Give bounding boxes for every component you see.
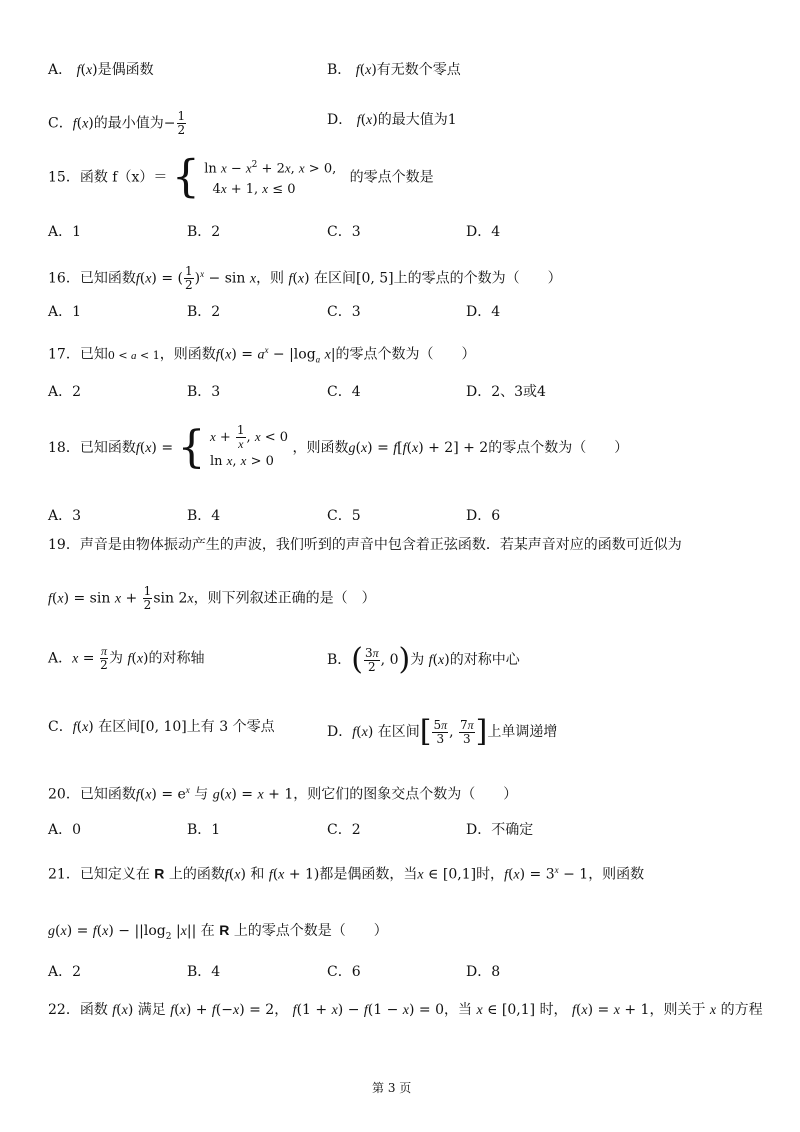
- choice-a: A．1: [48, 304, 82, 320]
- choice-b: B．1: [187, 822, 221, 838]
- choice-d: D．2、3或4: [466, 384, 546, 400]
- question-number: 15．函数: [48, 169, 108, 186]
- option-text: 的对称中心: [449, 652, 520, 668]
- question-tail: 的零点个数是: [349, 169, 434, 186]
- option-text: 的最小值为: [93, 115, 164, 132]
- choice-d: D．6: [466, 508, 501, 524]
- question-tail: 的零点个数为（ ）: [488, 440, 629, 456]
- connector-text: 上的函数: [168, 866, 225, 883]
- connector-text: 时，: [539, 1002, 568, 1018]
- question-18: 18．已知函数f(x) = { x + $\frac{1}{x}$ , x < 0 ln x, x > 0 ，则函数g(x) = f[f(x) + 2] + 2的零点个数为（ ）: [48, 422, 629, 473]
- question-number: 18．已知函数: [48, 440, 136, 456]
- question-tail: ，则下列叙述正确的是（ ）: [193, 590, 376, 607]
- option-text: 上有 3 个零点: [186, 719, 275, 735]
- question-tail: ，则关于: [649, 1002, 706, 1018]
- piecewise-body: $\ln x - x^2 + 2x$, x > 0, 4x + 1, x ≤ 0: [204, 160, 337, 198]
- option-label: B．: [327, 62, 352, 78]
- fraction: $\frac{1}{2}$: [177, 109, 186, 137]
- q19-option-b: B．( $\frac{3\pi}{2}$ , 0)为 f(x)的对称中心: [327, 642, 520, 677]
- option-text: 的对称轴: [148, 650, 205, 667]
- question-number: 16．已知函数: [48, 270, 136, 287]
- question-21-line2: $g(x) = f(x) - ||\log_2$ |x|| 在 R 上的零点个数是（ ）: [48, 922, 388, 942]
- q14-option-d: D． f(x)的最大值为1: [327, 112, 457, 128]
- q19-option-a: A．x = $\frac{\pi}{2}$ 为 f(x)的对称轴: [48, 644, 205, 672]
- option-label: D．: [327, 112, 353, 128]
- question-number: 21．已知定义在: [48, 866, 150, 883]
- piecewise-body: x + $\frac{1}{x}$ , x < 0 ln x, x > 0: [209, 423, 289, 469]
- piecewise-brace: {: [171, 151, 200, 203]
- connector-text: ，当: [443, 1002, 472, 1018]
- choice-b: B．4: [187, 964, 221, 980]
- question-20: 20．已知函数$f(x) = e^x$ 与 g(x) = x + 1，则它们的图象交点个数为（ ）: [48, 785, 518, 803]
- connector-text: ，则函数: [159, 346, 216, 363]
- choice-d: D．4: [466, 224, 501, 240]
- connector-text: 的方程: [720, 1002, 763, 1018]
- choice-b: B．3: [187, 384, 221, 400]
- q14-option-c: C．f(x)的最小值为− $\frac{1}{2}$: [48, 109, 186, 137]
- option-text: 有无数个零点: [376, 62, 461, 78]
- q14-option-b: B． f(x)有无数个零点: [327, 62, 461, 78]
- choice-a: A．3: [48, 508, 82, 524]
- question-15: [48, 151, 434, 203]
- question-19: 19．声音是由物体振动产生的声波，我们听到的声音中包含着正弦函数．若某声音对应的函数可近似为: [48, 537, 682, 553]
- piecewise-brace: {: [177, 422, 206, 473]
- q14-option-a: A． f(x)是偶函数: [48, 62, 154, 78]
- choice-c: C．2: [327, 822, 361, 838]
- choice-c: C．4: [327, 384, 361, 400]
- choice-a: A．2: [48, 384, 82, 400]
- choice-a: A．0: [48, 822, 82, 838]
- option-text: 是偶函数: [97, 62, 154, 78]
- question-tail: ，则它们的图象交点个数为（ ）: [293, 786, 518, 803]
- option-label: A．: [48, 62, 73, 78]
- choice-b: B．4: [187, 508, 221, 524]
- page-footer: 第 3 页: [372, 1081, 412, 1095]
- question-16: 16．已知函数f(x) = ( $\frac{1}{2}$ )$^x$ − sin x，则 f(x) 在区间[0, 5]上的零点的个数为（ ）: [48, 264, 562, 293]
- connector-text: ，则函数: [292, 440, 349, 456]
- choice-d: D．4: [466, 304, 501, 320]
- option-value: 1: [447, 112, 457, 128]
- question-number: 20．已知函数: [48, 786, 136, 803]
- question-tail: 的零点个数为（ ）: [335, 346, 476, 363]
- choice-c: C．5: [327, 508, 361, 524]
- connector-text: ，则: [256, 270, 285, 287]
- q19-option-c: C．f(x) 在区间[0, 10]上有 3 个零点: [48, 719, 275, 735]
- fx: f: [76, 63, 81, 78]
- choice-a: A．2: [48, 964, 82, 980]
- choice-c: C．3: [327, 224, 361, 240]
- choice-b: B．2: [187, 224, 221, 240]
- question-tail: 上的零点个数是（ ）: [233, 923, 388, 939]
- function-name: f（x）＝: [112, 169, 168, 186]
- option-text: 上单调递增: [487, 724, 558, 740]
- question-tail: ，则函数: [588, 866, 645, 883]
- question-22: 22．函数 f(x) 满足 f(x) + f(−x) = 2， f(1 + x) − f(1 − x) = 0，当 x ∈ [0,1] 时， f(x) = x + 1，则关于 x 的方程: [48, 1002, 763, 1018]
- connector-text: 时，: [476, 866, 505, 883]
- question-21: 21．已知定义在 R 上的函数f(x) 和 f(x + 1)都是偶函数，当x ∈ [0,1]时，$f(x) = 3^x - 1$，则函数: [48, 865, 645, 883]
- choice-d: D．不确定: [466, 822, 534, 838]
- question-number: 17．已知: [48, 346, 108, 363]
- choice-b: B．2: [187, 304, 221, 320]
- connector-text: 满足: [137, 1002, 166, 1018]
- option-text: 的最大值为: [377, 112, 448, 128]
- question-number: 22．函数: [48, 1002, 108, 1018]
- question-19-formula: f(x) = sin x + $\frac{1}{2}$ sin 2x，则下列叙述正确的是（ ）: [48, 584, 376, 612]
- choice-c: C．3: [327, 304, 361, 320]
- question-17: 17．已知0 < a < 1，则函数$f(x) = a^x - |\log_a$ x|的零点个数为（ ）: [48, 345, 476, 365]
- question-tail: 上的零点的个数为（ ）: [393, 270, 562, 287]
- q19-option-d: D．f(x) 在区间[ $\frac{5\pi}{3}$ , $\frac{7\pi}{3}$ ]上单调递增: [327, 714, 558, 749]
- choice-a: A．1: [48, 224, 82, 240]
- choice-c: C．6: [327, 964, 361, 980]
- connector-text: 都是偶函数，当: [319, 866, 418, 883]
- choice-d: D．8: [466, 964, 501, 980]
